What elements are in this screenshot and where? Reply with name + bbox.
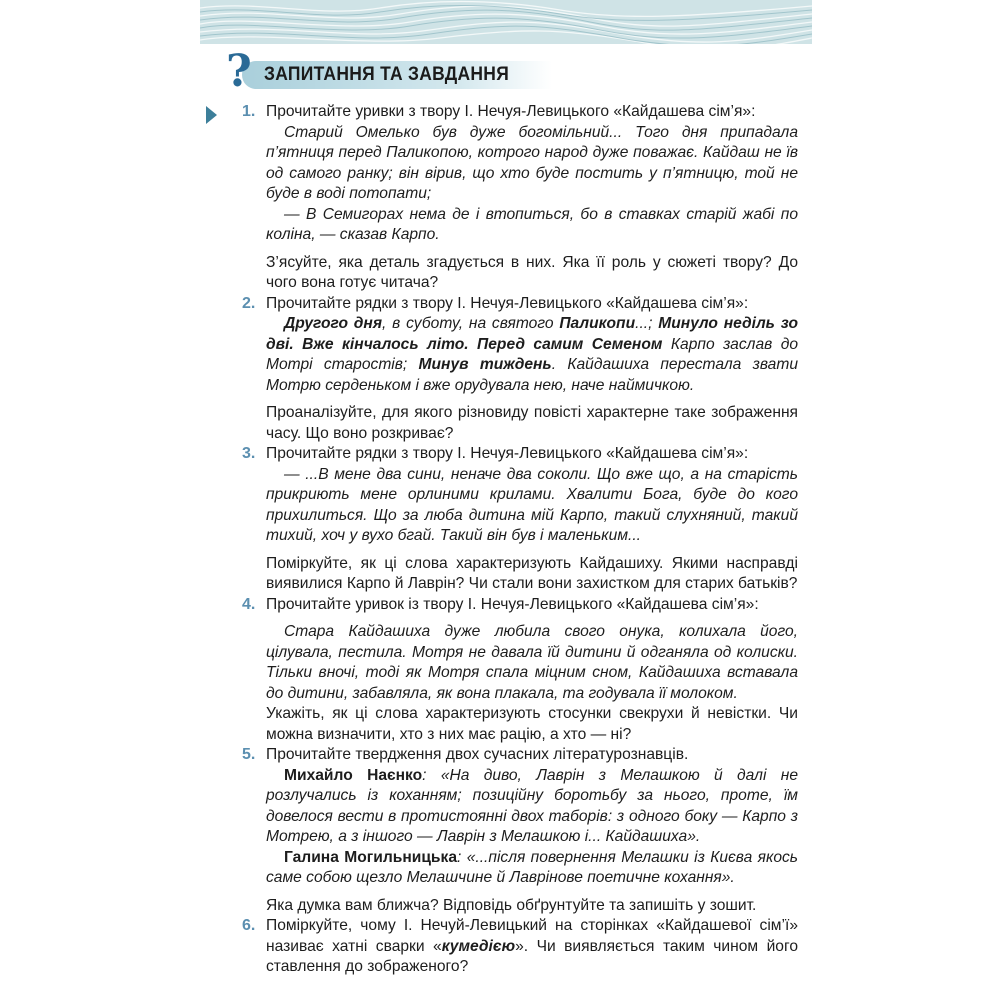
task-number: 2. [242, 294, 256, 312]
task-text-start: Поміркуйте, чому І. Нечуй-Левицький на сторінках «Кайдашевої сім’ї» називає хатні сварки « [266, 917, 798, 955]
task-number: 5. [242, 746, 256, 763]
task-4 [200, 595, 812, 746]
critic-statement-2 [266, 848, 798, 889]
task-text-end: ». Чи виявляється таким чином його ставлення до зображеного? [266, 937, 798, 975]
task-number: 3. [242, 445, 256, 462]
quote-text: . Кайдашиха перестала звати Мотрю серденьком і вже орудувала нею, наче наймичкою. [266, 356, 798, 394]
task-text-emphasis: кумедією [441, 937, 516, 955]
critic-name: Михайло Наєнко [284, 766, 423, 784]
task-question: Поміркуйте, як ці слова характеризують Кайдашиху. Якими насправді виявилися Карпо й Лаврін? Чи стали вони захистком для старих батьків? [266, 554, 798, 592]
critic-statement-1 [266, 766, 798, 848]
task-quote: Старий Омелько був дуже богомільний... Того дня припадала п’ятниця перед Паликопою, котрого народ дуже поважає. Кайдаш не їв од самого ранку; він вірив, що хто буде постить у п’ятницю, той не буде в воді потопати; [266, 123, 798, 202]
task-number: 1. [242, 103, 256, 120]
task-5 [200, 745, 812, 916]
task-intro: Прочитайте рядки з твору І. Нечуя-Левицького «Кайдашева сім’я»: [266, 445, 749, 462]
quote-text: ...; [635, 315, 659, 332]
task-number: 6. [242, 917, 256, 934]
task-question: Яка думка вам ближча? Відповідь обґрунтуйте та запишіть у зошит. [266, 896, 757, 914]
task-quote: Стара Кайдашиха дуже любила свого онука, колихала його, цілувала, пестила. Мотря не давала їй дитини й одганяла од колиски. Тільки вночі, тоді як Мотря спала міцним сном, Кайдашиха вставала до дитини, забавляла, як вона плакала, та годувала її молоком. [266, 623, 798, 702]
task-6 [200, 916, 812, 978]
critic-quote: : «...після повернення Мелашки із Києва якось саме собою щезло Мелашчине й Лаврінове поетичне кохання». [266, 848, 798, 886]
quote-bold: Другого дня [284, 315, 383, 332]
section-title: ЗАПИТАННЯ ТА ЗАВДАННЯ [264, 64, 510, 85]
quote-bold: Паликопи [559, 315, 636, 332]
critic-name: Галина Могильницька [284, 848, 457, 866]
textbook-page [200, 44, 812, 1000]
decorative-banner [200, 0, 812, 44]
task-quote: — ...В мене два сини, неначе два соколи. Що вже що, а на старість прикриють мене орлиними крилами. Хвалити Бога, буде до кого прихилиться. Що за люба дитина мій Карпо, такий слухняний, такий тихий, хоч у вухо бгай. Такий він був і маленьким... [266, 465, 798, 544]
task-quote: — В Семигорах нема де і втопиться, бо в ставках старій жабі по коліна, — сказав Карпо. [266, 205, 798, 243]
task-list [200, 102, 812, 978]
task-question: Проаналізуйте, для якого різновиду повісті характерне таке зображення часу. Що воно розкриває? [266, 404, 798, 442]
task-intro: Прочитайте твердження двох сучасних літературознавців. [266, 746, 689, 763]
task-question: Укажіть, як ці слова характеризують стосунки свекрухи й невістки. Чи можна визначити, хто з них має рацію, а хто — ні? [266, 705, 798, 743]
task-3 [200, 444, 812, 595]
task-number: 4. [242, 595, 256, 613]
task-1 [200, 102, 812, 294]
critic-quote: : «На диво, Лаврін з Мелашкою й далі не розлучались із коханням; позиційну боротьбу за нього, проте, їм довелося вести в протистоянні двох таборів: з одного боку — Карпо з Мотрею, а з іншого — Лаврін з Мелашкою і... Кайдашиха». [266, 766, 799, 845]
task-intro: Прочитайте рядки з твору І. Нечуя-Левицького «Кайдашева сім’я»: [266, 294, 749, 312]
wave-pattern [200, 0, 812, 44]
quote-text: , в суботу, на святого [382, 315, 560, 332]
task-2 [200, 294, 812, 445]
quote-bold: Минув тиждень [418, 356, 552, 373]
quote-bold: Минуло неділь зо дві. Вже кінчалось літо. Перед самим Семеном [266, 315, 798, 353]
section-header [226, 46, 806, 97]
task-quote [266, 314, 798, 396]
task-text [266, 916, 798, 978]
question-mark-icon: ? [226, 46, 252, 97]
quote-text: Карпо заслав до Мотрі старостів; [266, 335, 798, 373]
task-question: З’ясуйте, яка деталь згадується в них. Яка її роль у сюжеті твору? До чого вона готує читача? [266, 253, 798, 291]
task-intro: Прочитайте уривок із твору І. Нечуя-Левицького «Кайдашева сім’я»: [266, 595, 759, 613]
task-intro: Прочитайте уривки з твору І. Нечуя-Левицького «Кайдашева сім’я»: [266, 103, 756, 120]
